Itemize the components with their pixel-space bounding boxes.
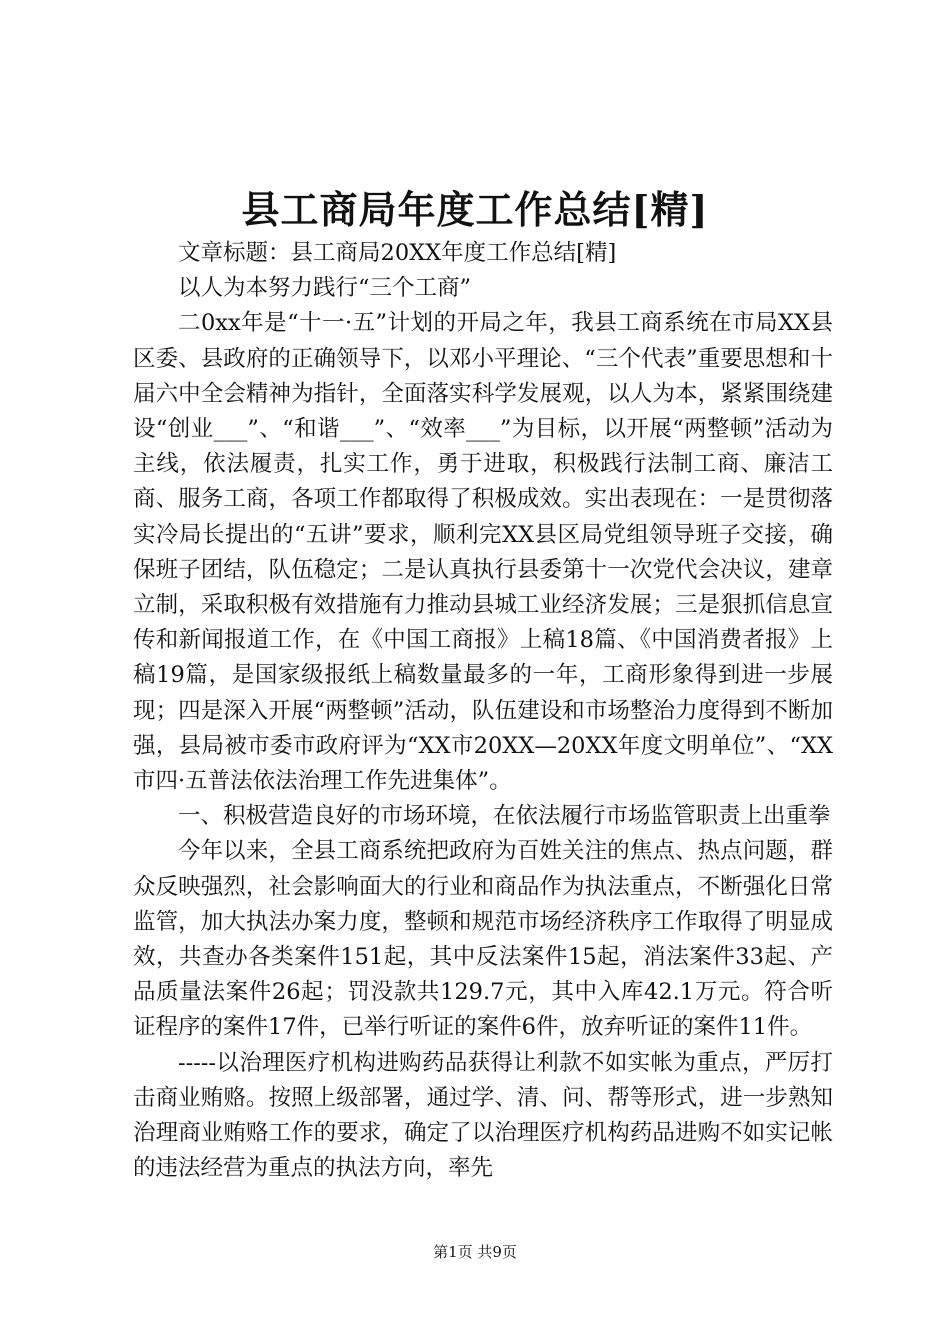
document-title: 县工商局年度工作总结[精]: [241, 187, 709, 232]
page-footer: 第1页 共9页: [433, 1243, 517, 1261]
body-paragraph: 二0xx年是“十一·五”计划的开局之年，我县工商系统在市局XX县区委、县政府的正确领导下，以邓小平理论、“三个代表”重要思想和十届六中全会精神为指针，全面落实科学发展观，以人为本，紧紧围绕建设“创业___”、“和谐___”、“效率___”为目标，以开展“两整顿”活动为主线，依法履责，扎实工作，勇于进取，积极践行法制工商、廉洁工商、服务工商，各项工作都取得了积极成效。实出表现在：一是贯彻落实冷局长提出的“五讲”要求，顺利完XX县区局党组领导班子交接，确保班子团结，队伍稳定；二是认真执行县委第十一次党代会决议，建章立制，采取积极有效措施有力推动县城工业经济发展；三是狠抓信息宣传和新闻报道工作，在《中国工商报》上稿18篇、《中国消费者报》上稿19篇，是国家级报纸上稿数量最多的一年，工商形象得到进一步展现；四是深入开展“两整顿”活动，队伍建设和市场整治力度得到不断加强，县局被市委市政府评为“XX市20XX—20XX年度文明单位”、“XX市四·五普法依法治理工作先进集体”。: [133, 310, 833, 795]
body-paragraph: 今年以来，全县工商系统把政府为百姓关注的焦点、热点问题，群众反映强烈，社会影响面大的行业和商品作为执法重点，不断强化日常监管，加大执法办案力度，整顿和规范市场经济秩序工作取得了明显成效，共查办各类案件151起，其中反法案件15起，消法案件33起、产品质量法案件26起；罚没款共129.7元，其中入库42.1万元。符合听证程序的案件17件，已举行听证的案件6件，放弃听证的案件11件。: [133, 838, 833, 1041]
subtitle-line: 以人为本努力践行“三个工商”: [178, 275, 472, 302]
section-heading: 一、积极营造良好的市场环境，在依法履行市场监管职责上出重拳: [178, 803, 831, 830]
document-body: [133, 236, 833, 1186]
body-paragraph: -----以治理医疗机构进购药品获得让利款不如实帐为重点，严厉打击商业贿赂。按照上级部署，通过学、清、问、帮等形式，进一步熟知治理商业贿赂工作的要求，确定了以治理医疗机构药品进购不如实记帐的违法经营为重点的执法方向，率先: [133, 1049, 833, 1182]
article-title-line: 文章标题：县工商局20XX年度工作总结[精]: [178, 240, 617, 266]
